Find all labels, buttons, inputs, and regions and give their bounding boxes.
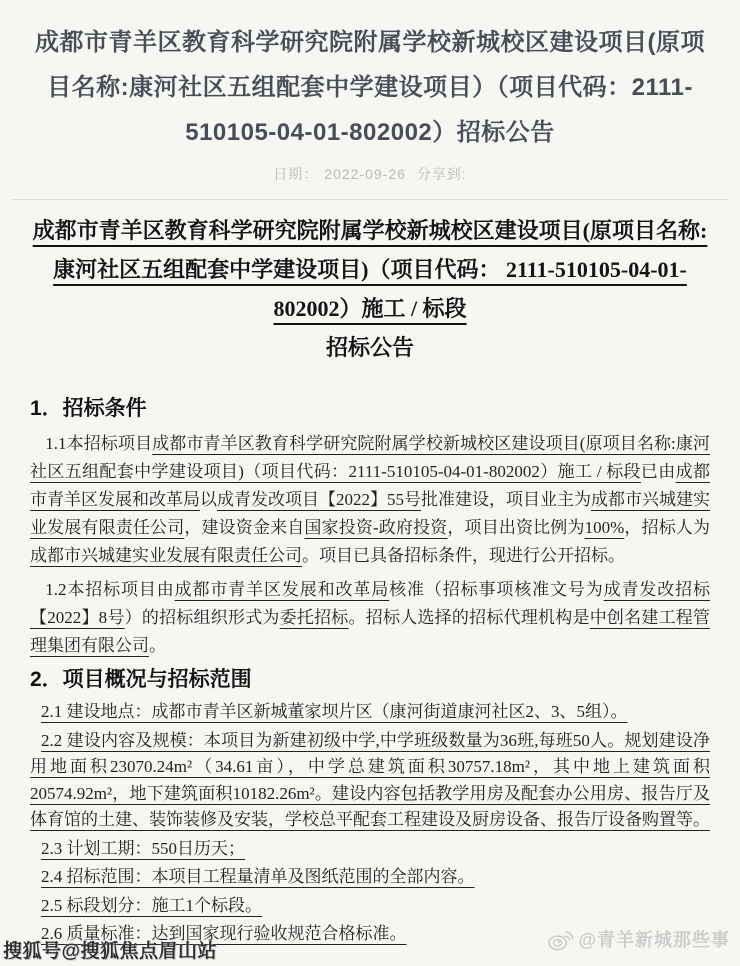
page-title: 成都市青羊区教育科学研究院附属学校新城校区建设项目(原项目名称:康河社区五组配套中学建设项目）（项目代码：2111-510105-04-01-802002）招标公告: [35, 29, 705, 146]
item-2-2: 2.2 建设内容及规模：本项目为新建初级中学,中学班级数量为36班,每班50人。规划建设净用地面积23070.24m²（34.61亩），中学总建筑面积30757.18m²，其中地上建筑面积20574.92m²，地下建筑面积10182.26m²。建设内容包括教学用房及配套办公用房、报告厅及体育馆的土建、装饰装修及安装，学校总平配套工程建设及厨房设备、报告厅设备购置等。: [30, 730, 710, 829]
watermark-weibo: [547, 926, 730, 952]
watermark-sohu: 搜狐号@搜狐焦点眉山站: [3, 941, 218, 962]
item-2-1: 2.1 建设地点：成都市青羊区新城董家坝片区（康河街道康河社区2、3、5组）。: [41, 702, 628, 721]
announcement-document: [30, 211, 710, 948]
announcement-title: 成都市青羊区教育科学研究院附属学校新城校区建设项目(原项目名称:康河社区五组配套中学建设项目)（项目代码： 2111-510105-04-01-802002）施工 / 标段: [32, 218, 708, 321]
share-to-label: 分享到:: [416, 166, 467, 182]
section-2-items: [30, 699, 710, 948]
date-share-row: [0, 164, 740, 184]
section-1-heading: 1．招标条件: [30, 397, 147, 420]
item-2-4: 2.4 招标范围：本项目工程量清单及图纸范围的全部内容。: [41, 867, 475, 886]
section-2-heading: 2．项目概况与招标范围: [30, 668, 252, 691]
item-2-6: 2.6 质量标准：达到国家现行验收规范合格标准。: [41, 924, 407, 943]
watermark-weibo-text: @青羊新城那些事: [578, 930, 730, 950]
paragraph-1-2: 1.2本招标项目由成都市青羊区发展和改革局核准（招标事项核准文号为成青发改招标【2022】8号）的招标组织形式为委托招标。招标人选择的招标代理机构是中创名建工程管理集团有限公司。: [30, 580, 711, 655]
date-label: 日期：: [273, 166, 319, 182]
header-divider: [12, 199, 728, 200]
weibo-icon: [547, 928, 574, 951]
item-2-3: 2.3 计划工期：550日历天；: [41, 838, 246, 858]
paragraph-1-1: 1.1本招标项目成都市青羊区教育科学研究院附属学校新城校区建设项目(原项目名称:康河社区五组配套中学建设项目)（项目代码：2111-510105-04-01-802002）施工 / 标段已由成都市青羊区发展和改革局以成青发改项目【2022】55号批准建设，项目业主为成都市兴城建实业发展有限责任公司，建设资金来自国家投资-政府投资，项目出资比例为100%，招标人为成都市兴城建实业发展有限责任公司。项目已具备招标条件，现进行公开招标。: [30, 434, 711, 565]
item-2-5: 2.5 标段划分：施工1个标段。: [41, 895, 263, 915]
announcement-title-sub: 招标公告: [325, 335, 414, 360]
date-value: 2022-09-26: [324, 166, 406, 182]
